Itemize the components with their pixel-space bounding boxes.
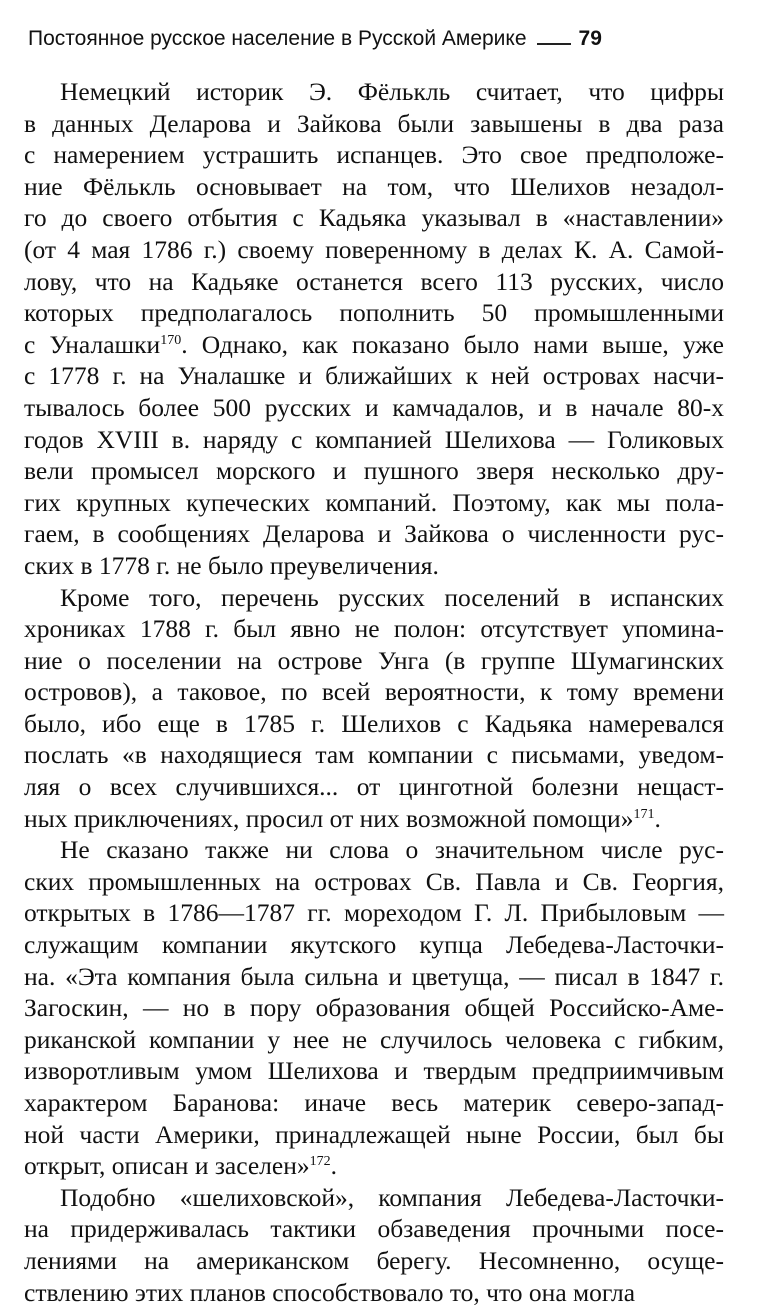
text-line: Подобно «шелиховской», компания Лебедева-Ласточки- (60, 1182, 724, 1212)
text-line: гих крупных купеческих компаний. Поэтому, как мы пола- (24, 487, 724, 517)
header-rule (537, 43, 571, 45)
page-number: 79 (578, 27, 602, 50)
running-header-title: Постоянное русское население в Русской Америке (28, 27, 527, 50)
text-line: ных приключениях, просил от них возможной помощи»$^{171}$. (24, 803, 661, 833)
page-body (24, 76, 724, 1308)
text-line: послать «в находящиеся там компании с письмами, уведом- (24, 740, 724, 770)
text-line: годов XVIII в. наряду с компанией Шелихова — Голиковых (24, 424, 724, 454)
text-line: гаем, в сообщениях Деларова и Зайкова о численности рус- (24, 519, 724, 549)
text-line: Кроме того, перечень русских поселений в испанских (60, 582, 724, 612)
text-line: Не сказано также ни слова о значительном числе рус- (60, 835, 724, 865)
text-line: лениями на американском берегу. Несомненно, осуще- (24, 1245, 724, 1275)
paragraph (24, 76, 724, 582)
text-line: риканской компании у нее не случилось человека с гибким, (24, 1024, 724, 1054)
text-line: Загоскин, — но в пору образования общей Российско-Аме- (24, 993, 724, 1023)
footnote-ref: 172 (309, 1154, 331, 1170)
text-line: с Уналашки$^{170}$. Однако, как показано было нами выше, уже (24, 329, 724, 359)
text-line: островов), а таковое, по всей вероятности, к тому времени (24, 677, 724, 707)
text-line: на. «Эта компания была сильна и цветуща, — писал в 1847 г. (24, 961, 724, 991)
running-header (28, 24, 728, 54)
text-line: с намерением устрашить испанцев. Это свое предположе- (24, 140, 724, 170)
text-line: на придерживалась тактики обзаведения прочными посе- (24, 1214, 724, 1244)
text-line: (от 4 мая 1786 г.) своему поверенному в делах К. А. Самой- (24, 234, 724, 264)
text-line: лову, что на Кадьяке останется всего 113 русских, число (24, 266, 724, 296)
text-line: было, ибо еще в 1785 г. Шелихов с Кадьяка намеревался (24, 708, 724, 738)
text-line: которых предполагалось пополнить 50 промышленными (24, 298, 724, 328)
text-line: ние Фёлькль основывает на том, что Шелихов незадол- (24, 171, 724, 201)
text-line: ляя о всех случившихся... от цинготной болезни нещаст- (24, 772, 724, 802)
text-line: ной части Америки, принадлежащей ныне России, был бы (24, 1119, 724, 1149)
text-line: служащим компании якутского купца Лебедева-Ласточки- (24, 930, 724, 960)
text-line: изворотливым умом Шелихова и твердым предприимчивым (24, 1056, 724, 1086)
text-line: тывалось более 500 русских и камчадалов, и в начале 80-х (24, 392, 724, 422)
text-line: с 1778 г. на Уналашке и ближайших к ней островах насчи- (24, 361, 724, 391)
text-line: ских в 1778 г. не было преувеличения. (24, 550, 439, 580)
text-line: ние о поселении на острове Унга (в группе Шумагинских (24, 645, 724, 675)
paragraph (24, 834, 724, 1182)
footnote-ref: 170 (160, 332, 182, 348)
footnote-ref: 171 (633, 806, 655, 822)
paragraph (24, 1182, 724, 1308)
text-line: ствлению этих планов способствовало то, что она могла (24, 1277, 636, 1307)
text-line: Немецкий историк Э. Фёлькль считает, что цифры (60, 77, 724, 106)
text-line: открытых в 1786—1787 гг. мореходом Г. Л. Прибыловым — (24, 898, 724, 928)
text-line: открыт, описан и заселен»$^{172}$. (24, 1151, 337, 1181)
paragraph (24, 582, 724, 835)
text-line: в данных Деларова и Зайкова были завышены в два раза (24, 108, 724, 138)
text-line: ских промышленных на островах Св. Павла и Св. Георгия, (24, 866, 724, 896)
text-line: характером Баранова: иначе весь материк северо-запад- (24, 1088, 724, 1117)
text-line: хрониках 1788 г. был явно не полон: отсутствует упомина- (24, 614, 724, 644)
text-line: го до своего отбытия с Кадьяка указывал в «наставлении» (24, 203, 724, 233)
text-line: вели промысел морского и пушного зверя несколько дру- (24, 456, 724, 486)
